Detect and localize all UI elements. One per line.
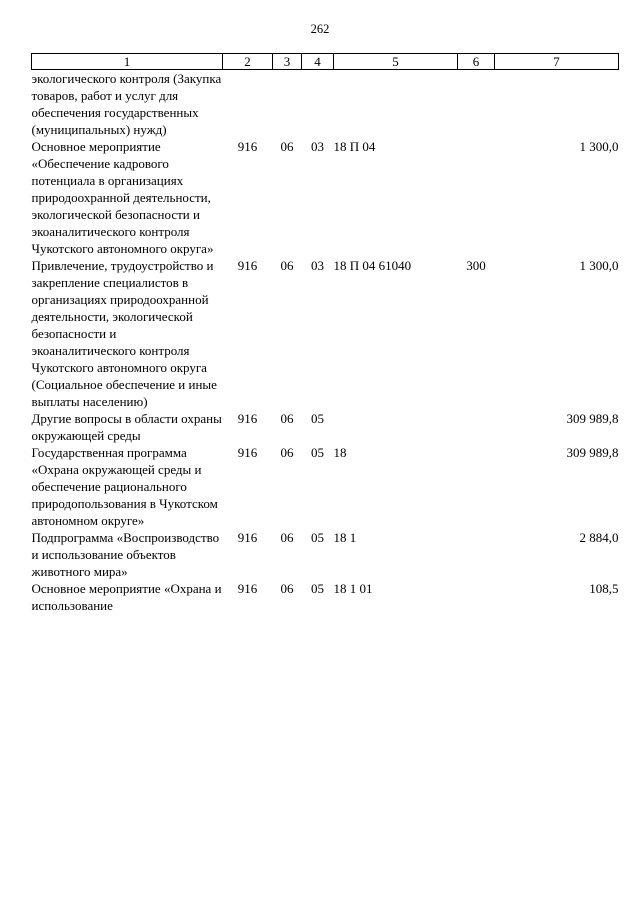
section-code: 06 [280,445,294,460]
column-header: 1 [32,54,223,70]
row-name: Государственная программа «Охрана окружающей среды и обеспечение рационального природопользования в Чукотском автономном округе» [31,445,218,528]
column-header: 6 [458,54,495,70]
table-row [32,257,619,410]
ministry-code: 916 [237,258,258,273]
amount: 309 989,8 [566,411,619,426]
row-name: Подпрограмма «Воспроизводство и использование объектов животного мира» [31,530,220,579]
amount: 309 989,8 [566,445,619,460]
section-code [273,70,302,139]
expense-type-code [458,444,495,529]
ministry-code: 916 [237,581,258,596]
subsection-code: 03 [311,258,324,273]
row-name: Основное мероприятие «Охрана и использование [31,581,222,613]
amount: 1 300,0 [579,258,619,273]
section-code: 06 [280,411,294,426]
ministry-code: 916 [237,411,258,426]
target-article-code: 18 1 [333,530,357,545]
target-article-code: 18 П 04 61040 [333,258,412,273]
subsection-code: 05 [311,581,324,596]
table-header-row [32,54,619,70]
column-header: 2 [223,54,273,70]
expense-type-code: 300 [466,258,486,273]
column-header: 4 [302,54,334,70]
expense-type-code [458,138,495,257]
table-row [32,410,619,444]
table-row [32,529,619,580]
table-row [32,444,619,529]
table-row [32,580,619,614]
budget-table [31,53,619,614]
subsection-code: 03 [311,139,324,154]
subsection-code: 05 [311,411,324,426]
section-code: 06 [280,581,294,596]
amount: 2 884,0 [579,530,619,545]
column-header: 5 [334,54,458,70]
target-article-code: 18 П 04 [333,139,376,154]
expense-type-code [458,529,495,580]
section-code: 06 [280,139,294,154]
row-name: Основное мероприятие «Обеспечение кадрового потенциала в организациях природоохранной деятельности, экологической безопасности и экоаналитического контроля Чукотского автономного округа» [31,139,214,256]
target-article-code: 18 1 01 [333,581,373,596]
ministry-code [223,70,273,139]
amount: 1 300,0 [579,139,619,154]
section-code: 06 [280,258,294,273]
expense-type-code [458,70,495,139]
column-header: 7 [495,54,619,70]
row-name: Привлечение, трудоустройство и закрепление специалистов в организациях природоохранной деятельности, экологической безопасности и экоаналитического контроля Чукотского автономного округа (Социальное обеспечение и иные выплаты населению) [31,258,217,409]
ministry-code: 916 [237,530,258,545]
table-row [32,70,619,139]
section-code: 06 [280,530,294,545]
expense-type-code [458,580,495,614]
target-article-code: 18 [333,445,347,460]
ministry-code: 916 [237,139,258,154]
subsection-code: 05 [311,445,324,460]
page-number: 262 [310,22,330,36]
subsection-code [302,70,334,139]
table-row [32,138,619,257]
amount [495,70,619,139]
row-name: Другие вопросы в области охраны окружающей среды [31,411,222,443]
expense-type-code [458,410,495,444]
ministry-code: 916 [237,445,258,460]
target-article-code [334,410,458,444]
column-header: 3 [273,54,302,70]
row-name: экологического контроля (Закупка товаров, работ и услуг для обеспечения государственных (муниципальных) нужд) [31,71,222,137]
target-article-code [334,70,458,139]
amount: 108,5 [589,581,619,596]
subsection-code: 05 [311,530,324,545]
